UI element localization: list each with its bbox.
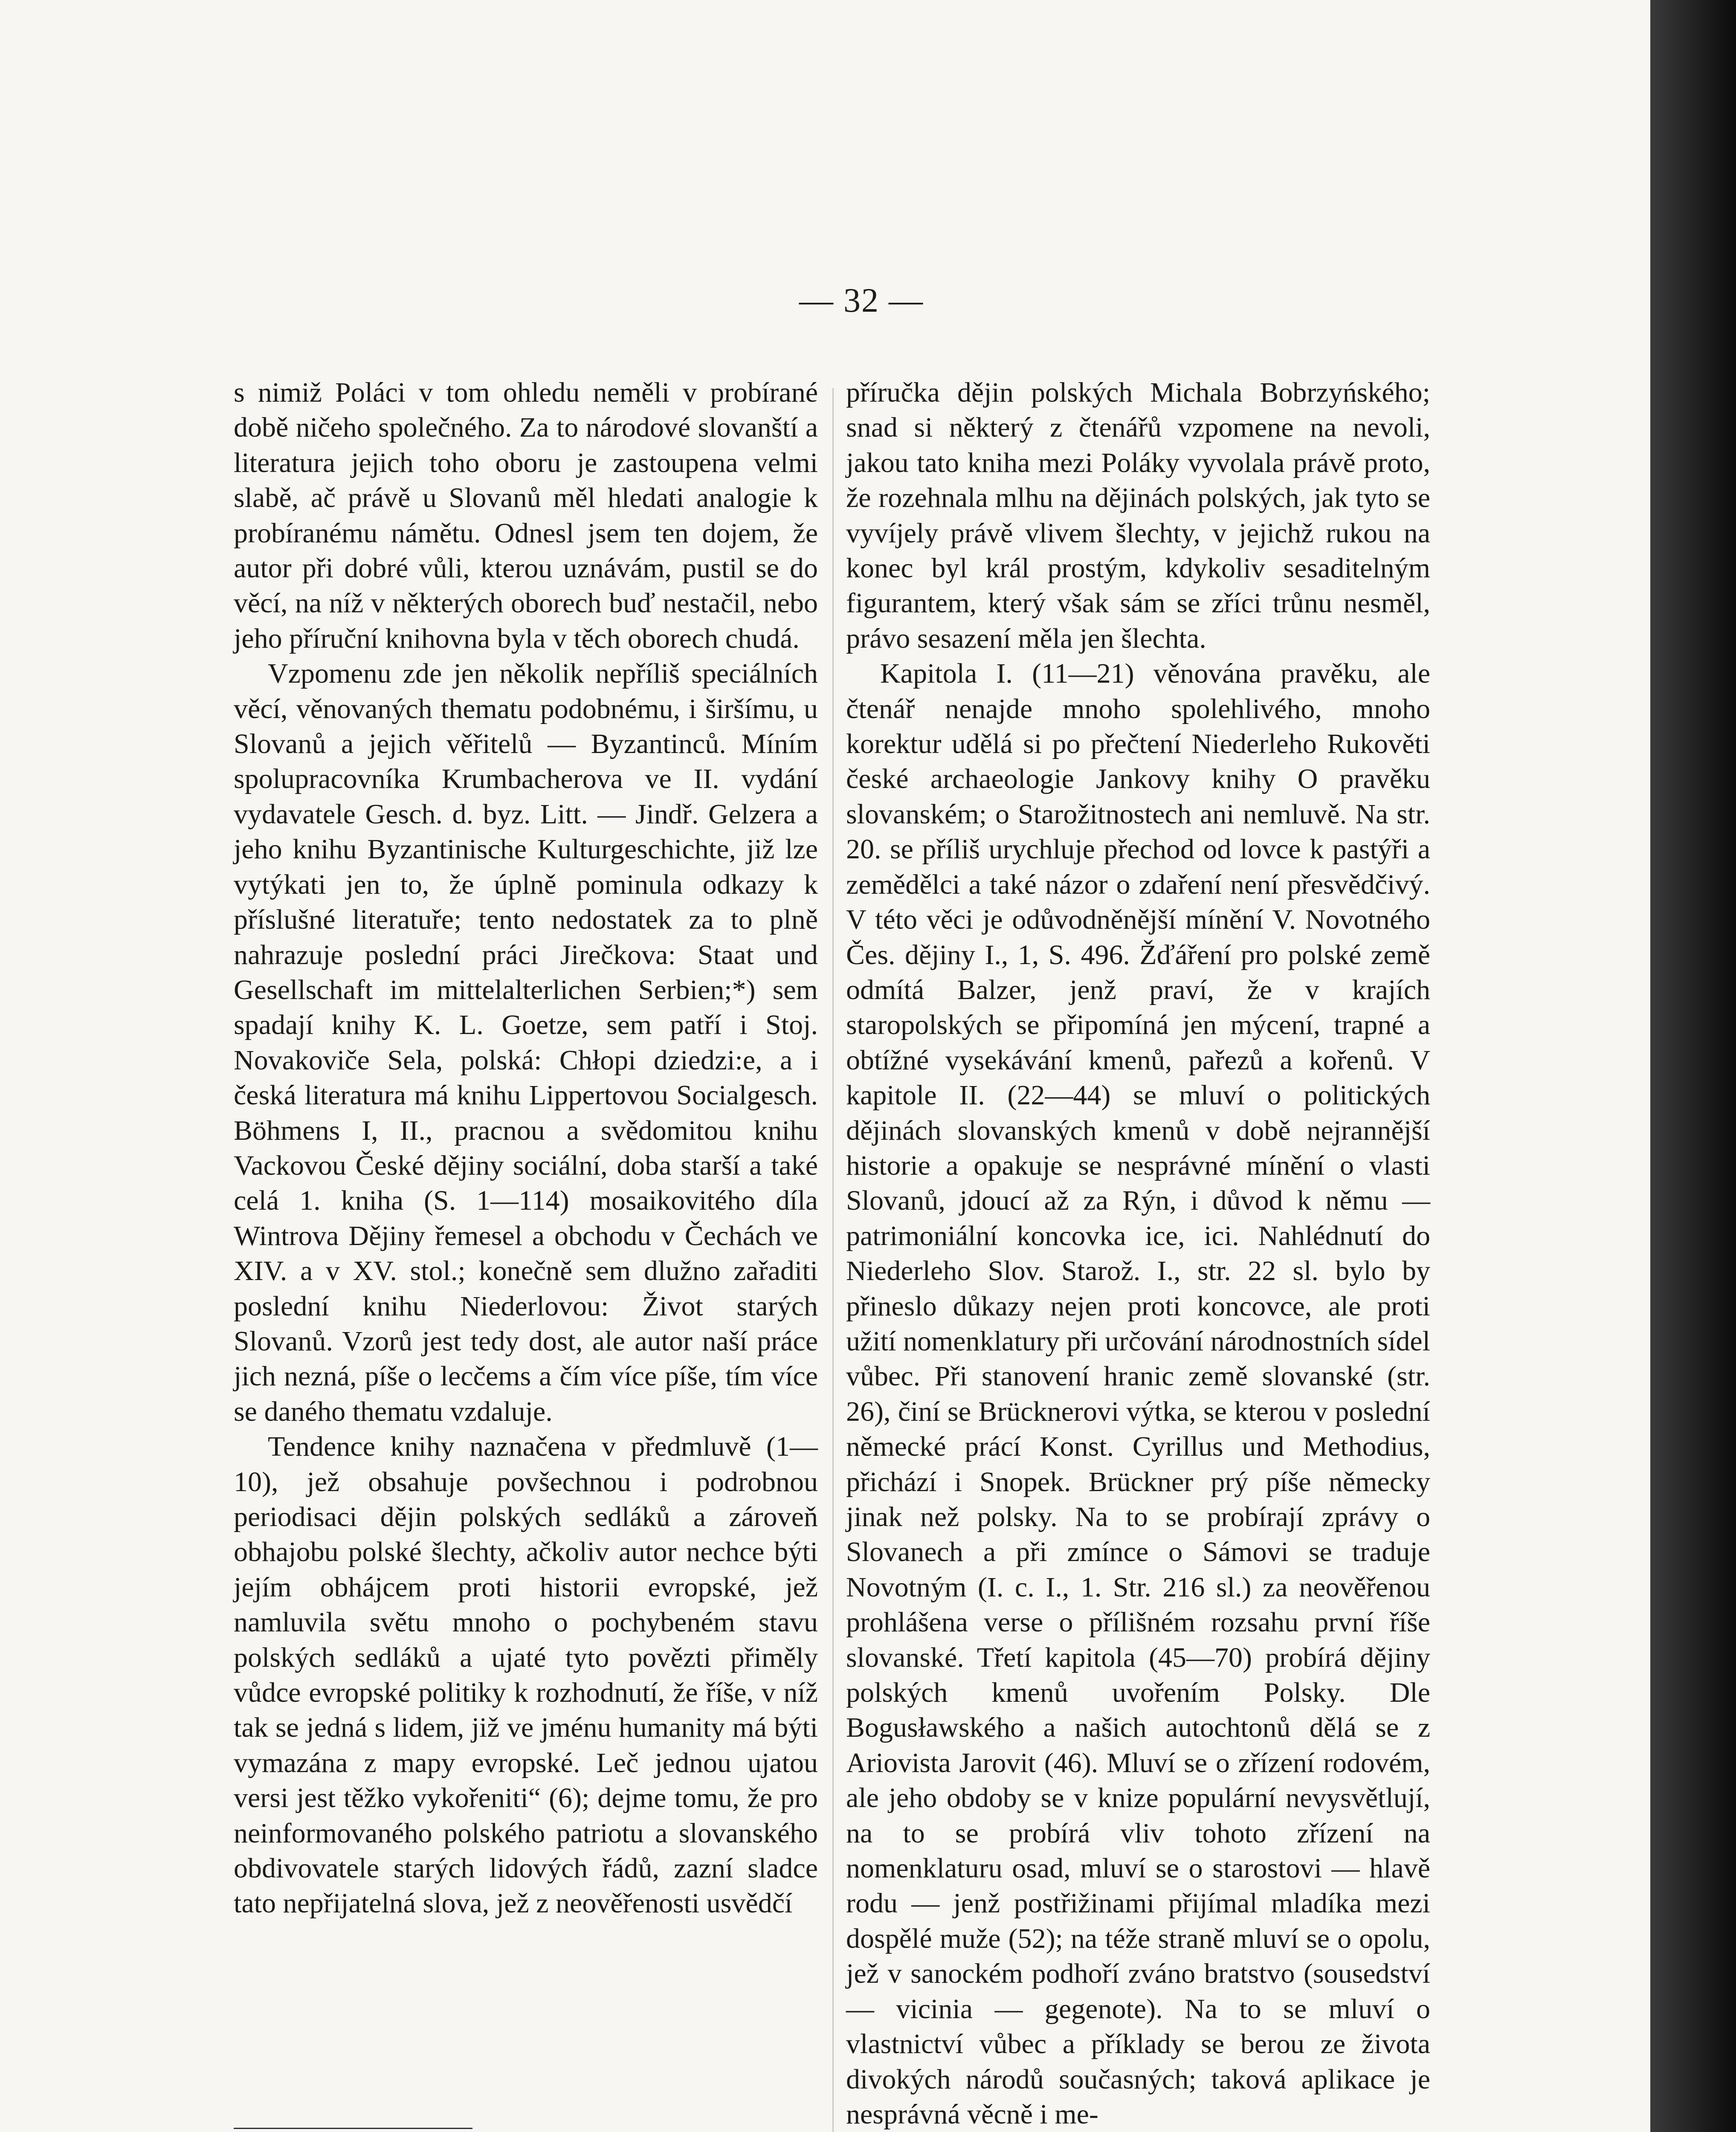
scan-edge bbox=[1650, 0, 1736, 2132]
right-paragraph-2: Kapitola I. (11—21) věnována pravěku, ale čtenář nenajde mnoho spolehlivého, mnoho korektur udělá si po přečtení Niederleho Rukověti české archaeologie Jankovy knihy O pravěku slovanském; o Starožitnostech ani nemluvě. Na str. 20. se příliš urychluje přechod od lovce k pastýři a zemědělci a také názor o zdaření není přesvědčivý. V této věci je odůvodněnější mínění V. Novotného Čes. dějiny I., 1, S. 496. Žďáření pro polské země odmítá Balzer, jenž praví, že v krajích staropolských se připomíná jen mýcení, trapné a obtížné vysekávání kmenů, pařezů a kořenů. V kapitole II. (22—44) se mluví o politických dějinách slovanských kmenů v době nejrannější historie a opakuje se nesprávné mínění o vlasti Slovanů, jdoucí až za Rýn, i důvod k němu — patrimoniální koncovka ice, ici. Nahlédnutí do Niederleho Slov. Starož. I., str. 22 sl. bylo by přineslo důkazy nejen proti koncovce, ale proti užití nomenklatury při určování národnostních sídel vůbec. Při stanovení hranic země slovanské (str. 26), činí se Brücknerovi výtka, se kterou v poslední německé prácí Konst. Cyrillus und Methodius, přichází i Snopek. Brückner prý píše německy jinak než polsky. Na to se probírají zprávy o Slovanech a při zmínce o Sámovi se traduje Novotným (I. c. I., 1. Str. 216 sl.) za neověřenou prohlášena verse o přílišném rozsahu první říše slovanské. Třetí kapitola (45—70) probírá dějiny polských kmenů uvořením Polsky. Dle Bogusławského a našich autochtonů dělá se z Ariovista Jarovit (46). Mluví se o zřízení rodovém, ale jeho obdoby se v knize populární nevysvětlují, na to se probírá vliv tohoto zřízení na nomenklaturu osad, mluví se o starostovi — hlavě rodu — jenž postřižinami přijímal mladíka mezi dospělé muže (52); na téže straně mluví se o opolu, jež v sanockém podhoří zváno bratstvo (sousedství — vicinia — gegenote). Na to se mluví o vlastnictví vůbec a příklady se berou ze života divokých národů současných; taková aplikace je nesprávná věcně i me- bbox=[846, 658, 1430, 2130]
footnote-rule bbox=[234, 2128, 472, 2129]
right-column bbox=[846, 375, 1430, 2132]
left-paragraph-2: Vzpomenu zde jen několik nepříliš speciálních věcí, věnovaných thematu podobnému, i širšímu, u Slovanů a jejich věřitelů — Byzantinců. Míním spolupracovníka Krumbacherova ve II. vydání vydavatele Gesch. d. byz. Litt. — Jindř. Gelzera a jeho knihu Byzantinische Kulturgeschichte, již lze vytýkati jen to, že úplně pominula odkazy k příslušné literatuře; tento nedostatek za to plně nahrazuje poslední práci Jirečkova: Staat und Gesellschaft im mittelalterlichen Serbien;*) sem spadají knihy K. L. Goetze, sem patří i Stoj. Novakoviče Sela, polská: Chłopi dziedzi:e, a i česká literatura má knihu Lippertovou Socialgesch. Böhmens I, II., pracnou a svědomitou knihu Vackovou České dějiny sociální, doba starší a také celá 1. kniha (S. 1—114) mosaikovitého díla Wintrova Dějiny řemesel a obchodu v Čechách ve XIV. a v XV. stol.; konečně sem dlužno zařaditi poslední knihu Niederlovou: Život starých Slovanů. Vzorů jest tedy dost, ale autor naší práce jich nezná, píše o lecčems a čím více píše, tím více se daného thematu vzdaluje. bbox=[234, 658, 818, 1427]
column-divider bbox=[832, 388, 834, 2132]
left-paragraph-1: s nimiž Poláci v tom ohledu neměli v probírané době ničeho společného. Za to národové slovanští a literatura jejich toho oboru je zastoupena velmi slabě, ač právě u Slovanů měl hledati analogie k probíranému námětu. Odnesl jsem ten dojem, že autor při dobré vůli, kterou uznávám, pustil se do věcí, na níž v některých oborech buď nestačil, nebo jeho příruční knihovna byla v těch oborech chudá. bbox=[234, 377, 818, 654]
left-column bbox=[234, 375, 818, 1921]
left-paragraph-3: Tendence knihy naznačena v předmluvě (1—10), jež obsahuje povšechnou i podrobnou periodisaci dějin polských sedláků a zároveň obhajobu polské šlechty, ačkoliv autor nechce býti jejím obhájcem proti historii evropské, jež namluvila světu mnoho o pochybeném stavu polských sedláků a ujaté tyto povězti přiměly vůdce evropské politiky k rozhodnutí, že říše, v níž tak se jedná s lidem, již ve jménu humanity má býti vymazána z mapy evropské. Leč jednou ujatou versi jest těžko vykořeniti“ (6); dejme tomu, že pro neinformovaného polského patriotu a slovanského obdivovatele starých lidových řádů, zazní sladce tato nepřijatelná slova, jež z neověřenosti usvědčí bbox=[234, 1431, 818, 1919]
page-number: — 32 — bbox=[799, 282, 924, 319]
right-paragraph-1: příručka dějin polských Michala Bobrzyńského; snad si některý z čtenářů vzpomene na nevoli, jakou tato kniha mezi Poláky vyvolala právě proto, že rozehnala mlhu na dějinách polských, jak tyto se vyvíjely právě vlivem šlechty, v jejichž rukou na konec byl král prostým, kdykoliv sesaditelným figurantem, který však sám se zříci trůnu nesměl, právo sesazení měla jen šlechta. bbox=[846, 377, 1430, 654]
